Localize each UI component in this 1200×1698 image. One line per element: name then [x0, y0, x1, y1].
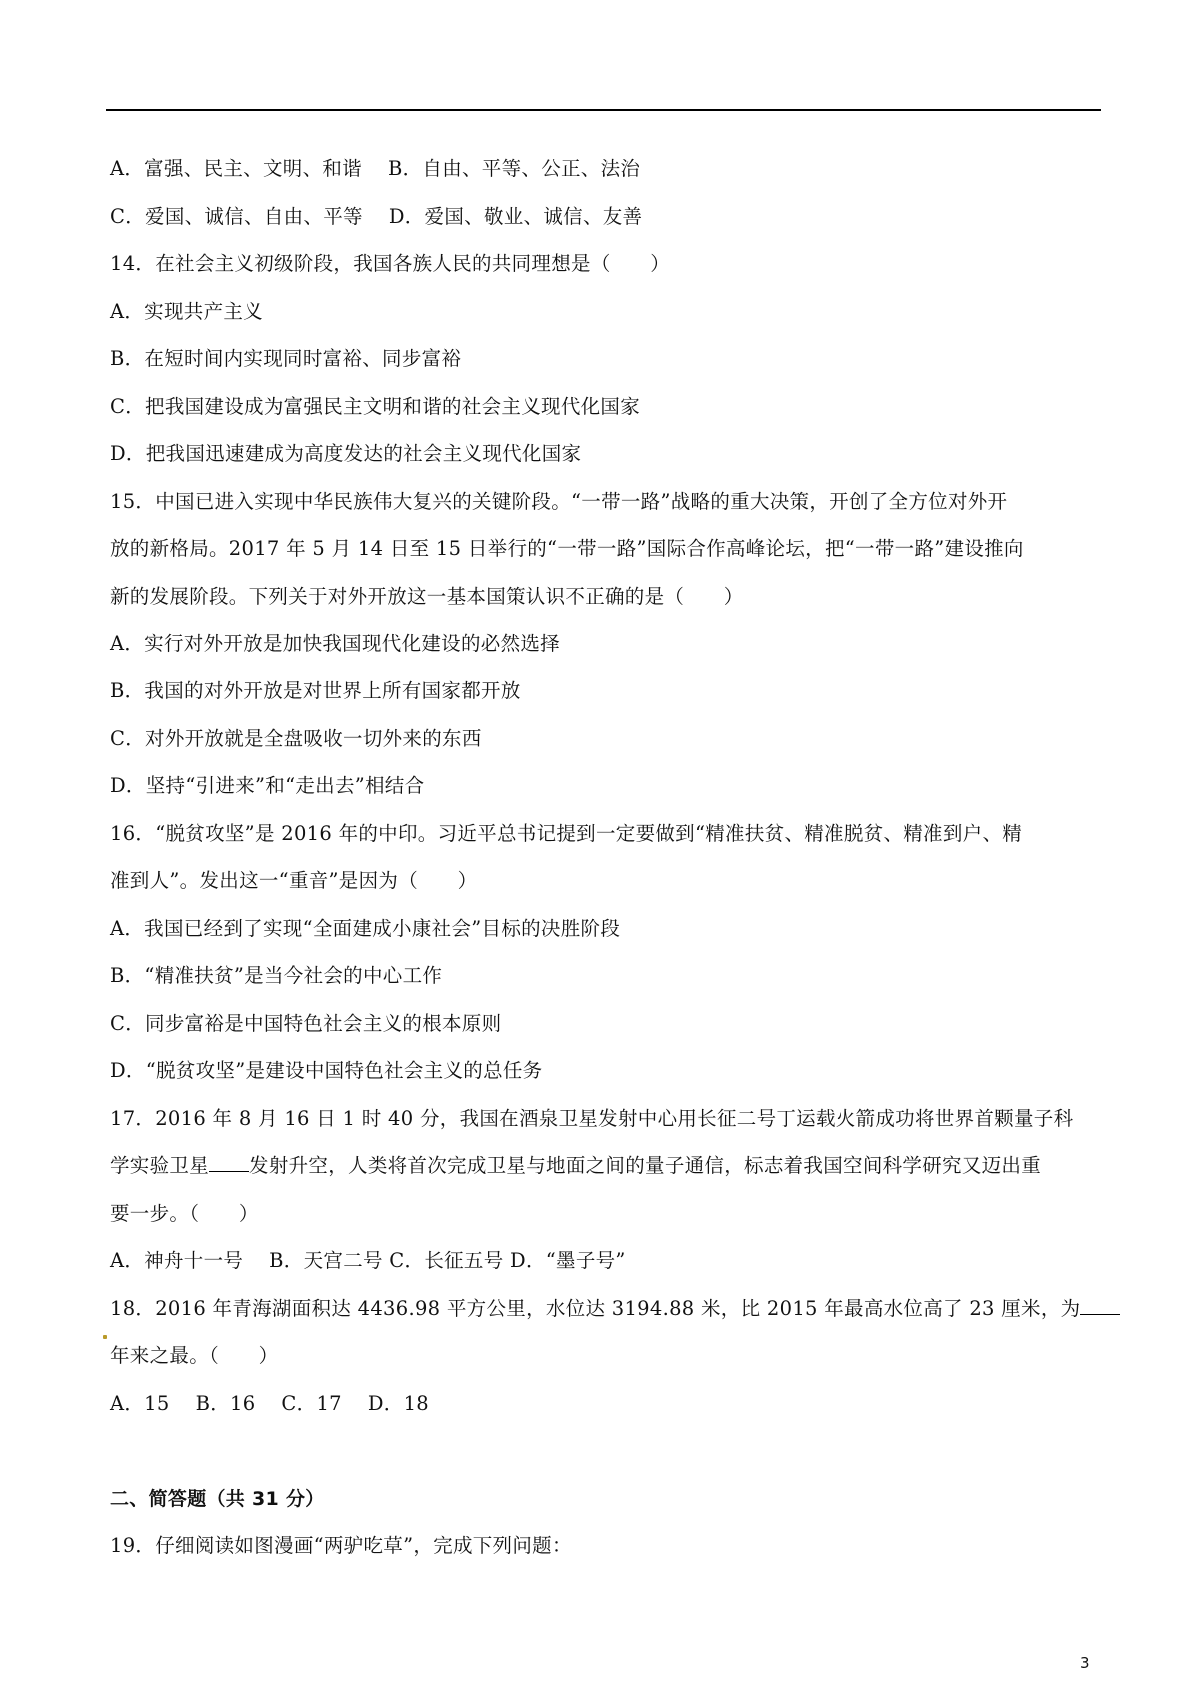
q16-option-b: B．“精准扶贫”是当今社会的中心工作	[110, 964, 443, 987]
option-line-cd: C．爱国、诚信、自由、平等 D．爱国、敬业、诚信、友善	[110, 205, 643, 228]
page-number: 3	[1080, 1654, 1090, 1672]
q18-blank	[1080, 1296, 1120, 1315]
question-16-line1: 16．“脱贫攻坚”是 2016 年的中印。习近平总书记提到一定要做到“精准扶贫、精准脱贫、精准到户、精	[110, 822, 1023, 845]
option-line-ab: A．富强、民主、文明、和谐 B．自由、平等、公正、法治	[110, 157, 641, 180]
q17-options: A．神舟十一号 B．天宫二号 C．长征五号 D．“墨子号”	[110, 1249, 626, 1272]
question-17-line1: 17．2016 年 8 月 16 日 1 时 40 分，我国在酒泉卫星发射中心用长征二号丁运载火箭成功将世界首颗量子科	[110, 1107, 1074, 1130]
q14-option-d: D．把我国迅速建成为高度发达的社会主义现代化国家	[110, 442, 582, 465]
q18-options: A．15 B．16 C．17 D．18	[110, 1392, 430, 1415]
q16-option-d: D．“脱贫攻坚”是建设中国特色社会主义的总任务	[110, 1059, 543, 1082]
q14-option-a: A．实现共产主义	[110, 300, 263, 323]
question-18-line2: 年来之最。（ ）	[110, 1344, 279, 1367]
q15-option-b: B．我国的对外开放是对世界上所有国家都开放	[110, 679, 521, 702]
question-16-line2: 准到人”。发出这一“重音”是因为（ ）	[110, 869, 478, 892]
q17-text-before-blank: 学实验卫星	[110, 1154, 210, 1177]
question-15-line1: 15．中国已进入实现中华民族伟大复兴的关键阶段。“一带一路”战略的重大决策，开创了全方位对外开	[110, 490, 1008, 513]
question-17-line2	[110, 1153, 1041, 1179]
section-2-heading: 二、简答题（共 31 分）	[110, 1488, 325, 1510]
q17-text-after-blank: 发射升空，人类将首次完成卫星与地面之间的量子通信，标志着我国空间科学研究又迈出重	[249, 1154, 1042, 1177]
q14-option-b: B．在短时间内实现同时富裕、同步富裕	[110, 347, 462, 370]
question-15-line2: 放的新格局。2017 年 5 月 14 日至 15 日举行的“一带一路”国际合作高峰论坛，把“一带一路”建设推向	[110, 537, 1024, 560]
q16-option-a: A．我国已经到了实现“全面建成小康社会”目标的决胜阶段	[110, 917, 621, 940]
question-18-line1	[110, 1296, 1120, 1322]
q16-option-c: C．同步富裕是中国特色社会主义的根本原则	[110, 1012, 502, 1035]
header-rule	[106, 109, 1101, 111]
question-17-line3: 要一步。（ ）	[110, 1202, 259, 1225]
q18-text: 18．2016 年青海湖面积达 4436.98 平方公里，水位达 3194.88 米，比 2015 年最高水位高了 23 厘米，为	[110, 1297, 1081, 1320]
q15-option-d: D．坚持“引进来”和“走出去”相结合	[110, 774, 425, 797]
question-14: 14．在社会主义初级阶段，我国各族人民的共同理想是（ ）	[110, 252, 671, 275]
q17-blank	[209, 1153, 249, 1172]
question-15-line3: 新的发展阶段。下列关于对外开放这一基本国策认识不正确的是（ ）	[110, 585, 744, 608]
question-19: 19．仔细阅读如图漫画“两驴吃草”，完成下列问题：	[110, 1534, 572, 1557]
q15-option-c: C．对外开放就是全盘吸收一切外来的东西	[110, 727, 482, 750]
q14-option-c: C．把我国建设成为富强民主文明和谐的社会主义现代化国家	[110, 395, 641, 418]
margin-mark	[103, 1335, 107, 1339]
q15-option-a: A．实行对外开放是加快我国现代化建设的必然选择	[110, 632, 560, 655]
